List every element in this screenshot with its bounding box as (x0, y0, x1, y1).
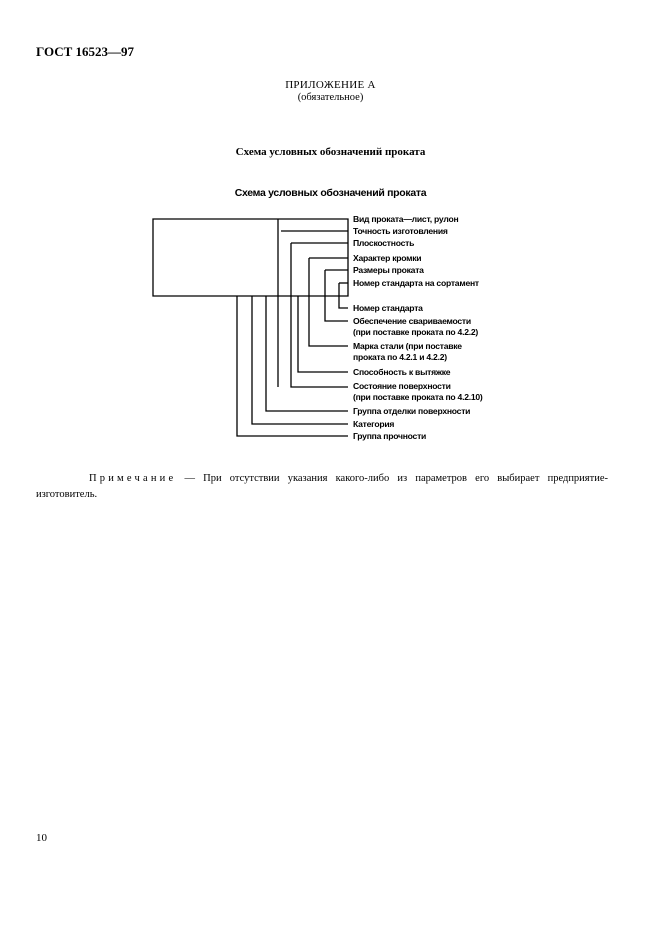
label-prochnost: Группа прочности (353, 431, 427, 441)
label-sostoyanie-note: (при поставке проката по 4.2.10) (353, 392, 483, 402)
label-tochnost: Точность изготовления (353, 226, 448, 236)
appendix-status: (обязательное) (297, 92, 364, 103)
label-vid-prokata: Вид проката—лист, рулон (353, 214, 459, 224)
note-paragraph (36, 471, 608, 503)
diagram-lines (153, 219, 348, 436)
label-svarivaemost-note: (при поставке проката по 4.2.2) (353, 327, 479, 337)
note-label: Примечание (89, 473, 177, 484)
branch-marka (309, 258, 348, 346)
document-code: ГОСТ 16523—97 (36, 44, 135, 59)
label-nomer-standarta: Номер стандарта (353, 303, 423, 313)
label-kromka: Характер кромки (353, 253, 422, 263)
branch-prochnost (237, 296, 348, 436)
label-ploskostnost: Плоскостность (353, 238, 415, 248)
note-text: — При отсутствии указания какого-либо из параметров его выбирает предприятие-изготовитель. (36, 473, 608, 500)
label-marka-stali-note: проката по 4.2.1 и 4.2.2) (353, 352, 447, 362)
section-heading: Схема условных обозначений проката (235, 146, 426, 158)
label-standart-sortament: Номер стандарта на сортамент (353, 278, 479, 288)
label-marka-stali: Марка стали (при поставке (353, 341, 462, 351)
label-sostoyanie: Состояние поверхности (353, 381, 451, 391)
branch-sostoyanie (291, 243, 348, 387)
label-otdelka: Группа отделки поверхности (353, 406, 471, 416)
page-number: 10 (36, 832, 47, 844)
label-vytyazhka: Способность к вытяжке (353, 367, 451, 377)
diagram-caption: Схема условных обозначений проката (234, 187, 427, 199)
label-kategoriya: Категория (353, 419, 395, 429)
label-razmery: Размеры проката (353, 265, 424, 275)
label-svarivaemost: Обеспечение свариваемости (353, 316, 471, 326)
appendix-title: ПРИЛОЖЕНИЕ А (285, 79, 376, 91)
